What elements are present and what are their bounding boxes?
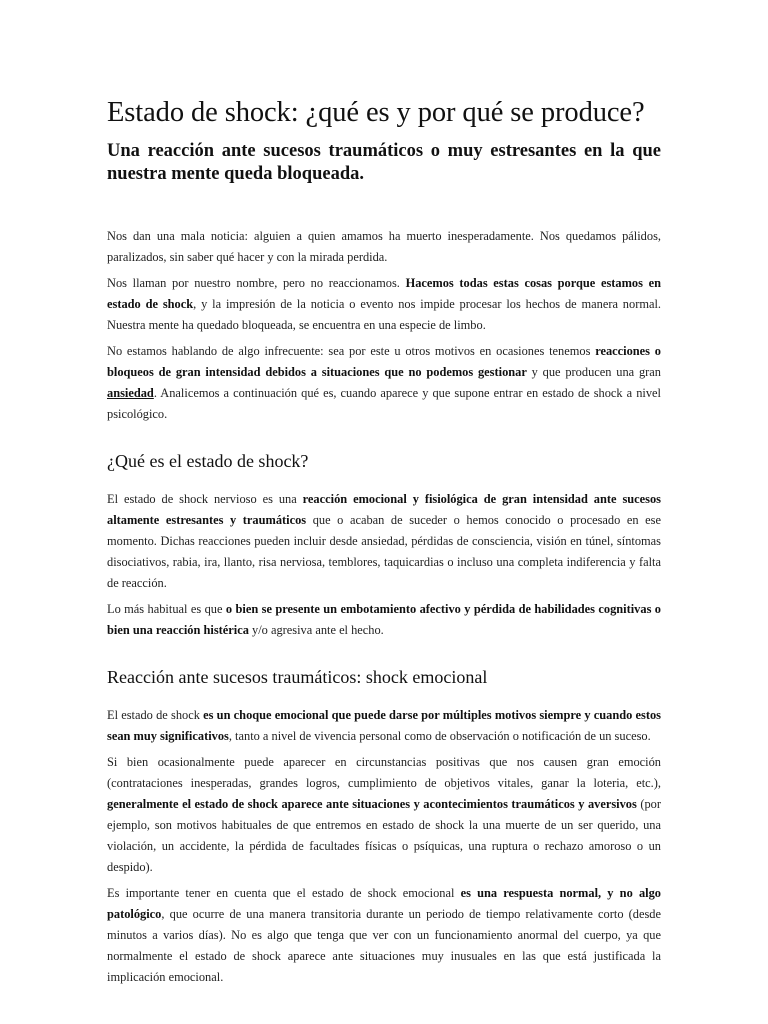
page-title: Estado de shock: ¿qué es y por qué se produce? [107, 97, 645, 128]
section1-paragraph-1: El estado de shock nervioso es una reacción emocional y fisiológica de gran intensidad ante sucesos altamente estresantes y traumáticos que o acaban de suceder o hemos conocido o procesado en ese momento. Dichas reacciones pueden incluir desde ansiedad, pérdidas de consciencia, visión en túnel, síntomas disociativos, rabia, ira, llanto, risa nerviosa, temblores, taquicardias o incluso una completa indiferencia y falta de reacción. [107, 492, 661, 590]
page-subtitle: Una reacción ante sucesos traumáticos o muy estresantes en la que nuestra mente queda bloqueada. [107, 141, 661, 184]
bold-phrase: Hacemos todas estas cosas porque estamos en estado de shock [107, 276, 661, 311]
intro-paragraph-1: Nos dan una mala noticia: alguien a quien amamos ha muerto inesperadamente. Nos quedamos pálidos, paralizados, sin saber qué hacer y con la mirada perdida. [107, 229, 661, 264]
ansiedad-link[interactable]: ansiedad [107, 386, 154, 400]
bold-phrase: es un choque emocional que puede darse por múltiples motivos siempre y cuando estos sean muy significativos [107, 708, 661, 743]
bold-phrase: reacciones o bloqueos de gran intensidad debidos a situaciones que no podemos gestionar [107, 344, 661, 379]
intro-paragraph-3: No estamos hablando de algo infrecuente: sea por este u otros motivos en ocasiones tenemos reacciones o bloqueos de gran intensidad debidos a situaciones que no podemos gestionar y que producen una gran ansiedad. Analicemos a continuación qué es, cuando aparece y que supone entrar en estado de shock a nivel psicológico. [107, 344, 661, 421]
section2-paragraph-3: Es importante tener en cuenta que el estado de shock emocional es una respuesta normal, y no algo patológico, que ocurre de una manera transitoria durante un periodo de tiempo relativamente corto (desde minutos a varios días). No es algo que tenga que ver con un funcionamiento anormal del cuerpo, ya que normalmente el estado de shock aparece ante situaciones muy inusuales en las que está justificada la implicación emocional. [107, 886, 661, 984]
intro-paragraph-2: Nos llaman por nuestro nombre, pero no reaccionamos. Hacemos todas estas cosas porque estamos en estado de shock, y la impresión de la noticia o evento nos impide procesar los hechos de manera normal. Nuestra mente ha quedado bloqueada, se encuentra en una especie de limbo. [107, 276, 661, 332]
bold-phrase: generalmente el estado de shock aparece ante situaciones y acontecimientos traumáticos y aversivos [107, 797, 637, 811]
bold-phrase: reacción emocional y fisiológica de gran intensidad ante sucesos altamente estresantes y traumáticos [107, 492, 661, 527]
section1-paragraph-2: Lo más habitual es que o bien se presente un embotamiento afectivo y pérdida de habilidades cognitivas o bien una reacción histérica y/o agresiva ante el hecho. [107, 602, 661, 637]
section2-paragraph-2: Si bien ocasionalmente puede aparecer en circunstancias positivas que nos causen gran emoción (contrataciones inesperadas, grandes logros, cumplimiento de objetivos vitales, ganar la loteria, etc.), generalmente el estado de shock aparece ante situaciones y acontecimientos traumáticos y aversivos (por ejemplo, son motivos habituales de que entremos en estado de shock la una muerte de un ser querido, una violación, un accidente, la pérdida de facultades físicas o psíquicas, una ruptura o rechazo amoroso o un despido). [107, 755, 661, 874]
bold-phrase: es una respuesta normal, y no algo patológico [107, 886, 661, 921]
section-heading-reaccion: Reacción ante sucesos traumáticos: shock emocional [107, 667, 488, 687]
section2-paragraph-1: El estado de shock es un choque emocional que puede darse por múltiples motivos siempre y cuando estos sean muy significativos, tanto a nivel de vivencia personal como de observación o notificación de un suceso. [107, 708, 661, 743]
bold-phrase: o bien se presente un embotamiento afectivo y pérdida de habilidades cognitivas o bien una reacción histérica [107, 602, 661, 637]
article-body [107, 96, 661, 988]
section-heading-que-es: ¿Qué es el estado de shock? [107, 451, 309, 471]
